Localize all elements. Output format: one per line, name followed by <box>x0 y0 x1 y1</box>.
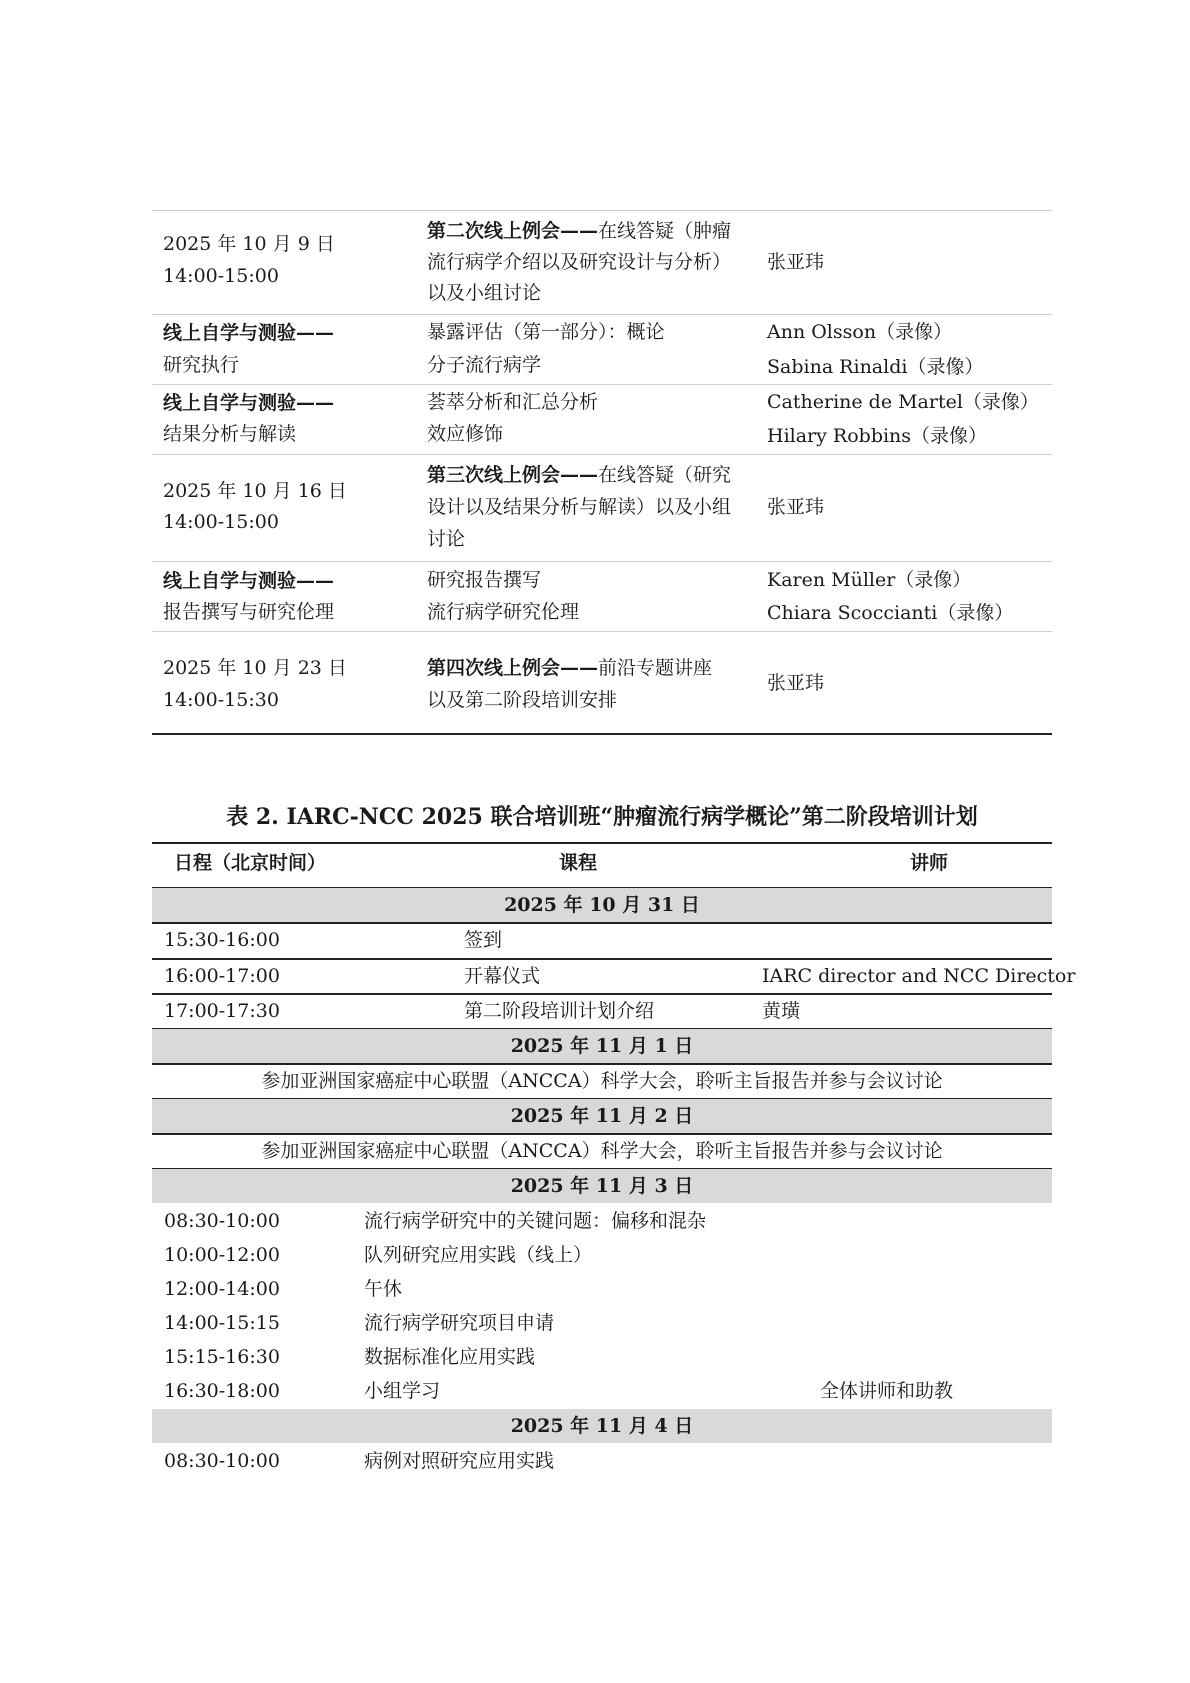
table-row <box>152 1374 1052 1408</box>
day-header: 2025 年 11 月 1 日 <box>152 1029 1052 1063</box>
row-course2: 效应修饰 <box>427 423 504 445</box>
row-date: 2025 年 10 月 23 日 <box>163 657 347 679</box>
row-time: 16:30-18:00 <box>164 1380 280 1402</box>
row-subtitle: 报告撰写与研究伦理 <box>163 601 335 623</box>
header-date: 日程（北京时间） <box>174 852 327 874</box>
row-time: 08:30-10:00 <box>164 1450 280 1472</box>
row-divider <box>152 384 1052 385</box>
row-lecturer2: Chiara Scoccianti（录像） <box>767 602 1014 624</box>
course-rest: 在线答疑（研究 <box>598 464 732 486</box>
row-title: 线上自学与测验—— <box>163 392 335 414</box>
row-time: 16:00-17:00 <box>164 965 280 987</box>
conference-row: 参加亚洲国家癌症中心联盟（ANCCA）科学大会，聆听主旨报告并参与会议讨论 <box>261 1070 943 1092</box>
row-course1: 研究报告撰写 <box>427 569 542 591</box>
row-course: 数据标准化应用实践 <box>364 1346 536 1368</box>
row-course: 开幕仪式 <box>464 965 541 987</box>
row-course-line2: 设计以及结果分析与解读）以及小组 <box>427 496 732 518</box>
course-bold: 第四次线上例会—— <box>427 657 599 679</box>
table-row <box>152 1272 1052 1306</box>
row-course: 队列研究应用实践（线上） <box>364 1244 593 1266</box>
row-course-line1 <box>427 216 731 247</box>
row-subtitle: 研究执行 <box>163 354 240 376</box>
row-time: 15:15-16:30 <box>164 1346 280 1368</box>
row-lecturer1: Karen Müller（录像） <box>767 569 972 591</box>
row-course2: 分子流行病学 <box>427 354 542 376</box>
row-time: 08:30-10:00 <box>164 1210 280 1232</box>
row-lecturer1: Ann Olsson（录像） <box>767 321 953 343</box>
table2-title: 表 2. IARC-NCC 2025 联合培训班“肿瘤流行病学概论”第二阶段培训计划 <box>226 804 978 830</box>
header-course: 课程 <box>559 852 598 874</box>
row-lecturer: IARC director and NCC Director <box>762 965 1076 987</box>
day-header: 2025 年 11 月 4 日 <box>152 1409 1052 1443</box>
row-course-line1 <box>427 653 712 684</box>
row-time: 10:00-12:00 <box>164 1244 280 1266</box>
row-course: 第二阶段培训计划介绍 <box>464 1000 655 1022</box>
row-time: 14:00-15:30 <box>163 689 279 711</box>
course-rest: 在线答疑（肿瘤 <box>598 220 732 242</box>
row-time: 17:00-17:30 <box>164 1000 280 1022</box>
row-course1: 荟萃分析和汇总分析 <box>427 391 599 413</box>
row-lecturer2: Hilary Robbins（录像） <box>767 425 988 447</box>
row-course-line2: 以及第二阶段培训安排 <box>427 689 618 711</box>
table-row <box>152 1306 1052 1340</box>
row-course1: 暴露评估（第一部分）：概论 <box>427 321 665 343</box>
row-title: 线上自学与测验—— <box>163 322 335 344</box>
day-header: 2025 年 11 月 3 日 <box>152 1169 1052 1203</box>
row-time: 14:00-15:00 <box>163 511 279 533</box>
row-course: 午休 <box>364 1278 403 1300</box>
row-lecturer: 张亚玮 <box>767 251 825 273</box>
course-rest: 前沿专题讲座 <box>598 657 713 679</box>
row-course: 小组学习 <box>364 1380 441 1402</box>
table-row <box>152 959 1076 994</box>
row-divider <box>152 631 1052 632</box>
row-lecturer: 张亚玮 <box>767 672 825 694</box>
row-lecturer: 全体讲师和助教 <box>820 1380 954 1402</box>
table-row <box>152 1340 1052 1374</box>
row-divider <box>152 561 1052 562</box>
table-row <box>152 994 1052 1029</box>
row-course: 签到 <box>464 929 503 951</box>
row-date: 2025 年 10 月 9 日 <box>163 233 335 255</box>
table2-header <box>152 846 1052 881</box>
table-row <box>152 1238 1052 1272</box>
row-time: 14:00-15:15 <box>164 1312 280 1334</box>
row-divider <box>152 314 1052 315</box>
table1-top-rule <box>152 210 1052 211</box>
row-course: 病例对照研究应用实践 <box>364 1450 555 1472</box>
table1-bottom-rule <box>152 733 1052 735</box>
row-course2: 流行病学研究伦理 <box>427 601 580 623</box>
conference-row: 参加亚洲国家癌症中心联盟（ANCCA）科学大会，聆听主旨报告并参与会议讨论 <box>261 1140 943 1162</box>
row-lecturer1: Catherine de Martel（录像） <box>767 391 1039 413</box>
row-time: 12:00-14:00 <box>164 1278 280 1300</box>
row-time: 14:00-15:00 <box>163 265 279 287</box>
row-lecturer: 张亚玮 <box>767 496 825 518</box>
day-header: 2025 年 10 月 31 日 <box>152 888 1052 922</box>
row-course-line2: 流行病学介绍以及研究设计与分析） <box>427 251 732 273</box>
row-lecturer: 黄璜 <box>762 1000 801 1022</box>
course-bold: 第三次线上例会—— <box>427 464 599 486</box>
row-title: 线上自学与测验—— <box>163 570 335 592</box>
row-course-line3: 讨论 <box>427 528 466 550</box>
row-lecturer2: Sabina Rinaldi（录像） <box>767 356 984 378</box>
row-subtitle: 结果分析与解读 <box>163 423 297 445</box>
row-course: 流行病学研究项目申请 <box>364 1312 555 1334</box>
row-course-line3: 以及小组讨论 <box>427 282 542 304</box>
day-header: 2025 年 11 月 2 日 <box>152 1099 1052 1133</box>
header-lecturer: 讲师 <box>910 852 949 874</box>
table2-top-rule <box>152 842 1052 844</box>
row-course-line1 <box>427 460 731 491</box>
course-bold: 第二次线上例会—— <box>427 220 599 242</box>
row-divider <box>152 454 1052 455</box>
row-course: 流行病学研究中的关键问题：偏移和混杂 <box>364 1210 707 1232</box>
row-date: 2025 年 10 月 16 日 <box>163 480 347 502</box>
table-row <box>152 923 1052 958</box>
row-time: 15:30-16:00 <box>164 929 280 951</box>
table-row <box>152 1444 1052 1478</box>
table-row <box>152 1204 1052 1238</box>
